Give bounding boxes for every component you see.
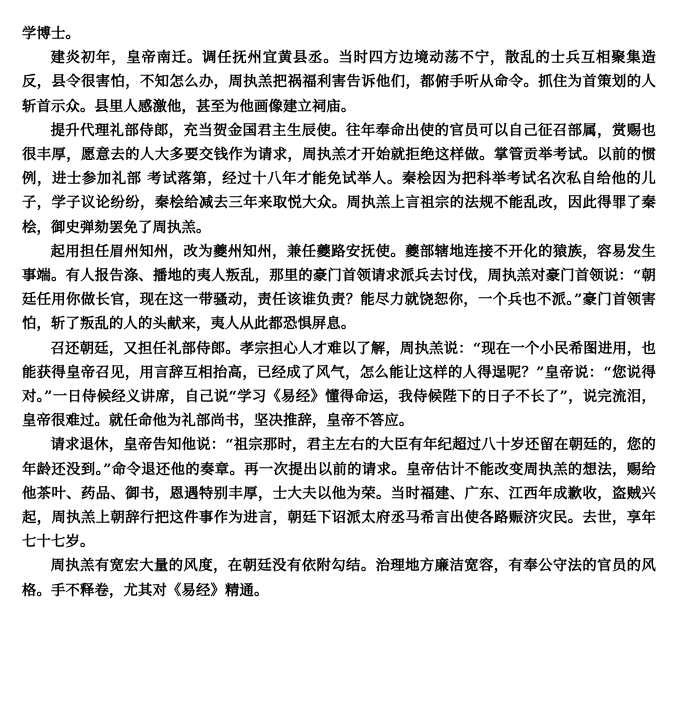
- paragraph-character: 周执羔有宽宏大量的风度，在朝廷没有依附勾结。治理地方廉洁宽容，有奉公守法的官员的风格。手不释卷，尤其对《易经》精通。: [22, 558, 656, 599]
- paragraph-continuation: 学博士。: [22, 26, 80, 42]
- paragraph-jianyan-era: 建炎初年，皇帝南迁。调任抚州宜黄县丞。当时四方边境动荡不宁，散乱的士兵互相聚集造反，县令很害怕，不知怎么办，周执羔把祸福利害告诉他们，都俯手听从命令。抓住为首策划的人斩首示众。县里人感激他，甚至为他画像建立祠庙。: [22, 50, 656, 115]
- paragraph-kuizhou-prefect: 起用担任眉州知州，改为夔州知州，兼任夔路安抚使。夔部辖地连接不开化的猿族，容易发生事端。有人报告涤、播地的夷人叛乱，那里的豪门首领请求派兵去讨伐，周执羔对豪门首领说：“朝廷任用你做长官，现在这一带骚动，责任该谁负责？能尽力就饶恕你，一个兵也不派。”豪门首领害怕，斩了叛乱的人的头献来，夷人从此都恐惧屏息。: [22, 243, 656, 333]
- paragraph-rites-vice-minister: 提升代理礼部侍郎，充当贺金国君主生辰使。往年奉命出使的官员可以自己征召部属，赏赐也很丰厚，愿意去的人大多要交钱作为请求，周执羔才开始就拒绝这样做。掌管贡举考试。以前的惯例，进士参加礼部 考试落第，经过十八年才能免试举人。秦桧因为把科举考试名次私自给他的儿子，学子议论纷纷，秦桧给减去三年来取悦大众。周执羔上言祖宗的法规不能乱改，因此得罪了秦桧，御史弹劾罢免了周执羔。: [22, 122, 656, 236]
- paragraph-retirement: 请求退休，皇帝告知他说：“祖宗那时，君主左右的大臣有年纪超过八十岁还留在朝廷的，您的年龄还没到。”命令退还他的奏章。再一次提出以前的请求。皇帝估计不能改变周执羔的想法，赐给他茶叶、药品、御书，恩遇特别丰厚，士大夫以他为荣。当时福建、广东、江西年成歉收，盗贼兴起，周执羔上朝辞行把这件事作为进言，朝廷下诏派太府丞马希言出使各路赈济灾民。去世，享年七十七岁。: [22, 437, 656, 551]
- paragraph-recalled-to-court: 召还朝廷，又担任礼部侍郎。孝宗担心人才难以了解，周执羔说：“现在一个小民希图进用，也能获得皇帝召见，用言辞互相抬高，已经成了风气，怎么能让这样的人得逞呢？”皇帝说：“您说得对。”一日侍候经义讲席，自己说“学习《易经》懂得命运，我侍候陛下的日子不长了”，说完流泪，皇帝很难过。就任命他为礼部尚书，坚决推辞，皇帝不答应。: [22, 340, 656, 430]
